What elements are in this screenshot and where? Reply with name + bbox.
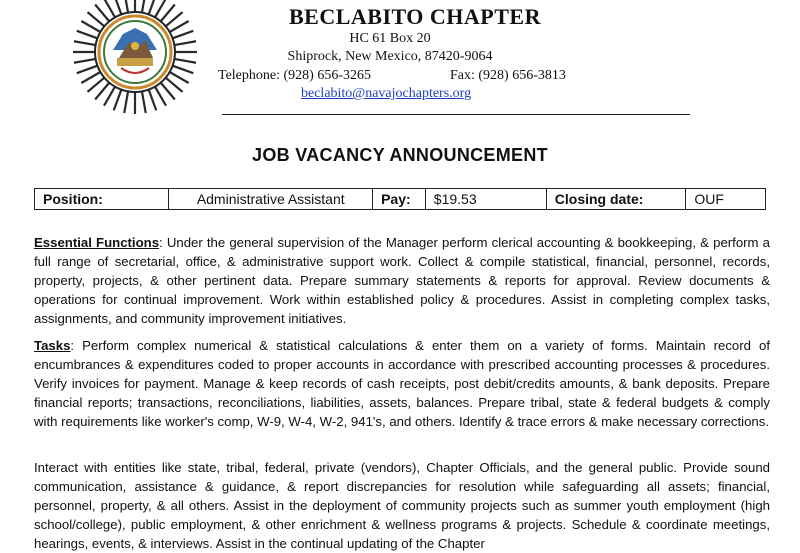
telephone: Telephone: (928) 656-3265 (218, 68, 371, 83)
address-line-2: Shiprock, New Mexico, 87420-9064 (287, 49, 493, 64)
header-divider (222, 114, 690, 115)
page-title: JOB VACANCY ANNOUNCEMENT (252, 145, 548, 165)
interaction-paragraph: Interact with entities like state, tribal, federal, private (vendors), Chapter Officials, and the general public. Provide sound communication, assistance & guidance, & report discrepancies for resolution while safeguarding all assets; financial, personnel, property, & all others. Assist in the deployment of community projects such as summer youth employment (high school/college), public employment, & other enrichment & wellness programs & projects. Schedule & coordinate meetings, hearings, events, & interviews. Assist in the continual updating of the Chapter (34, 460, 770, 551)
closing-date-value: OUF (686, 189, 766, 210)
tasks-heading: Tasks (34, 338, 71, 353)
contact-line (218, 68, 598, 84)
tasks-text: : Perform complex numerical & statistical calculations & enter them on a variety of forms. Maintain record of encumbrances & expenditures coded to proper accounts in accordance with prescribed accounting processes & procedures. Verify invoices for payment. Manage & keep records of cash receipts, post debit/credits amounts, & bank deposits. Prepare financial reports; transactions, reconciliations, liabilities, assets, balances. Prepare tribal, state & federal budgets & comply with requirements like worker's comp, W-9, W-4, W-2, 941's, and others. Identify & trace errors & make necessary corrections. (34, 338, 770, 429)
position-label: Position: (35, 189, 169, 210)
closing-date-label: Closing date: (546, 189, 686, 210)
job-summary-table (34, 188, 766, 210)
tasks-paragraph (34, 336, 770, 431)
address-line-1: HC 61 Box 20 (349, 31, 431, 46)
pay-value: $19.53 (425, 189, 546, 210)
letterhead (220, 4, 560, 66)
email-link[interactable]: beclabito@navajochapters.org (301, 86, 472, 101)
fax: Fax: (928) 656-3813 (450, 68, 566, 83)
organization-name: BECLABITO CHAPTER (289, 4, 541, 29)
position-value: Administrative Assistant (169, 189, 373, 210)
pay-label: Pay: (373, 189, 426, 210)
chapter-seal-logo (52, 0, 218, 120)
essential-functions-text: : Under the general supervision of the Manager perform clerical accounting & bookkeeping, & perform a full range of secretarial, office, & administrative support work. Collect & compile statistical, financial, personnel, records, property, projects, & other pertinent data. Prepare summary statements & reports for approval. Review documents & operations for continual improvement. Work within established policy & procedures. Assist in completing complex tasks, assignments, and community improvement initiatives. (34, 235, 770, 326)
essential-functions-heading: Essential Functions (34, 235, 160, 250)
table-row (35, 189, 766, 210)
essential-functions-paragraph (34, 233, 770, 328)
